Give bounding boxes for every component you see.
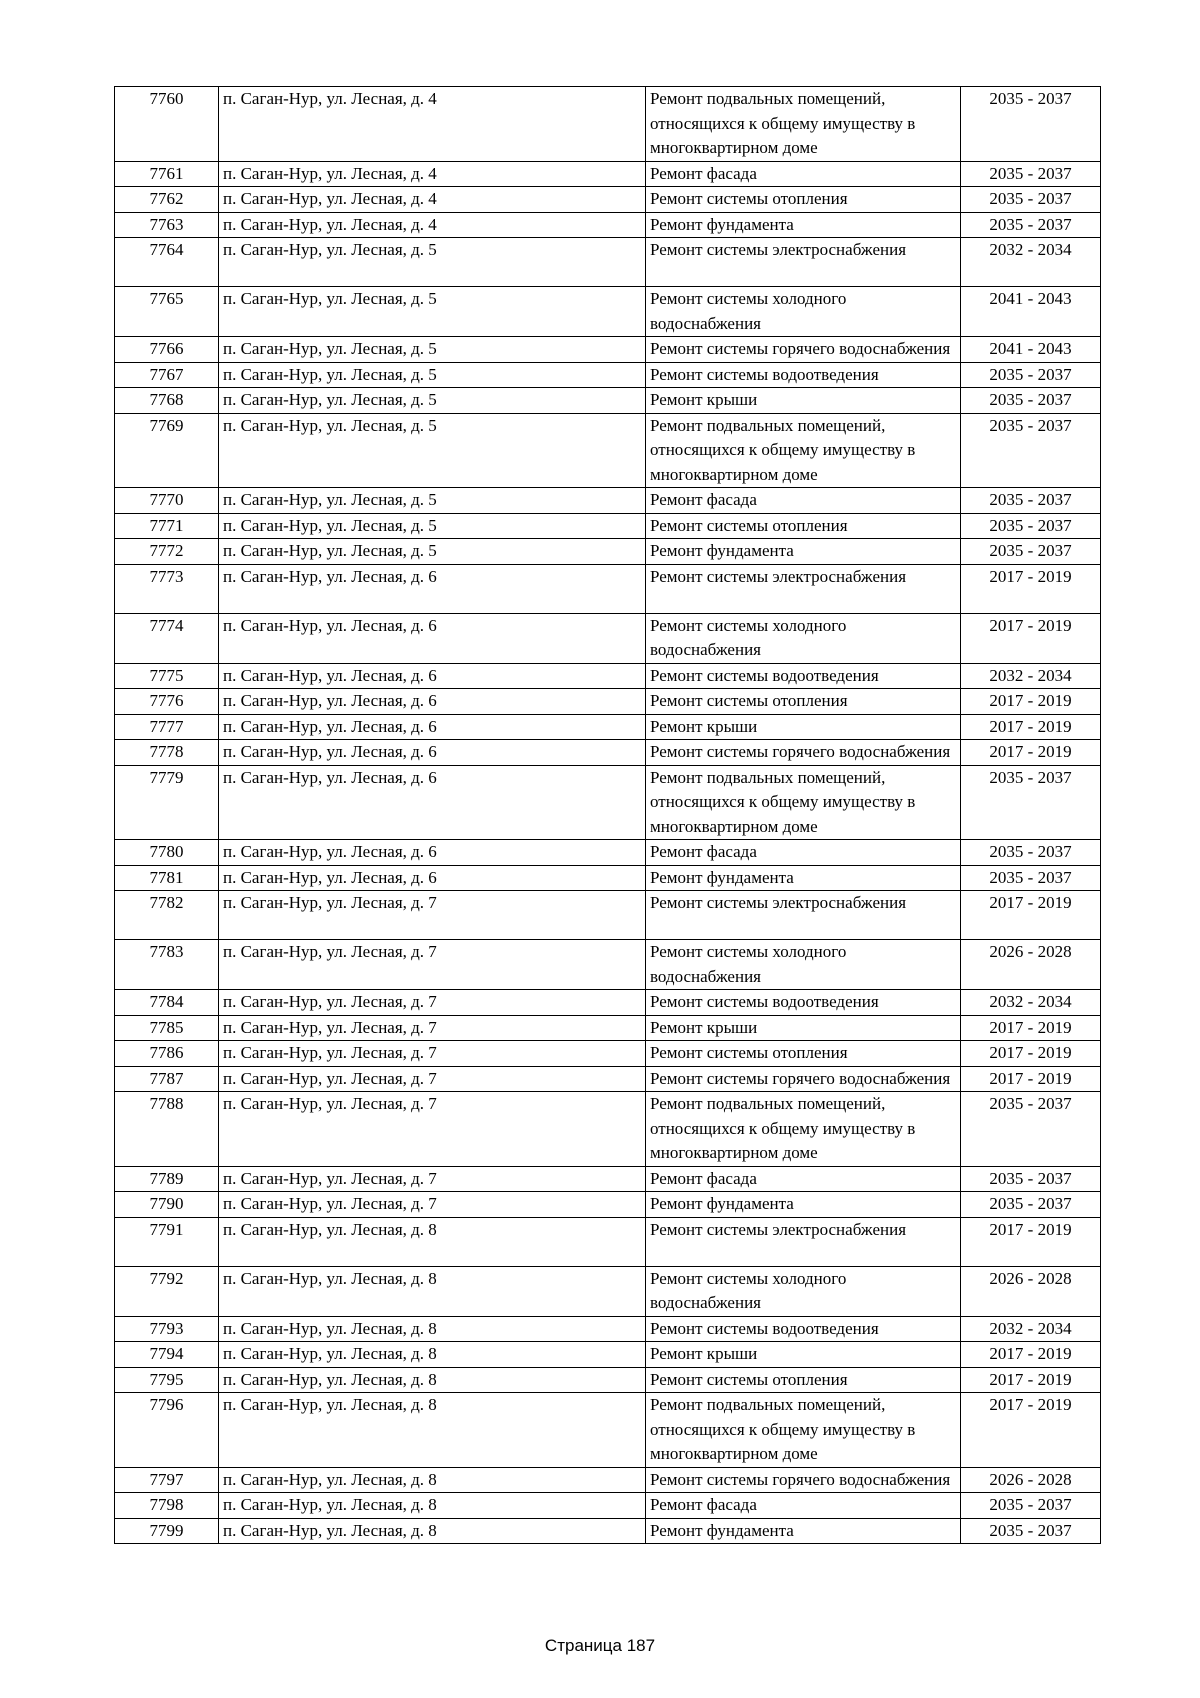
- work-type-cell: Ремонт системы холодного водоснабжения: [646, 613, 961, 663]
- address-cell: п. Саган-Нур, ул. Лесная, д. 8: [219, 1493, 646, 1519]
- table-row: [115, 1192, 1101, 1218]
- period-cell: 2035 - 2037: [961, 865, 1101, 891]
- period-cell: 2035 - 2037: [961, 413, 1101, 488]
- table-row: [115, 663, 1101, 689]
- table-row: [115, 413, 1101, 488]
- period-cell: 2017 - 2019: [961, 1393, 1101, 1468]
- work-type-cell: Ремонт системы горячего водоснабжения: [646, 1467, 961, 1493]
- address-cell: п. Саган-Нур, ул. Лесная, д. 5: [219, 413, 646, 488]
- period-cell: 2035 - 2037: [961, 187, 1101, 213]
- table-row: [115, 1342, 1101, 1368]
- table-row: [115, 1518, 1101, 1544]
- period-cell: 2026 - 2028: [961, 1467, 1101, 1493]
- period-cell: 2035 - 2037: [961, 765, 1101, 840]
- row-number-cell: 7760: [115, 87, 219, 162]
- address-cell: п. Саган-Нур, ул. Лесная, д. 7: [219, 891, 646, 940]
- work-type-cell: Ремонт фундамента: [646, 865, 961, 891]
- row-number-cell: 7764: [115, 238, 219, 287]
- period-cell: 2017 - 2019: [961, 740, 1101, 766]
- table-row: [115, 1493, 1101, 1519]
- period-cell: 2035 - 2037: [961, 87, 1101, 162]
- address-cell: п. Саган-Нур, ул. Лесная, д. 7: [219, 1192, 646, 1218]
- work-type-cell: Ремонт системы электроснабжения: [646, 564, 961, 613]
- table-row: [115, 513, 1101, 539]
- table-row: [115, 187, 1101, 213]
- row-number-cell: 7785: [115, 1015, 219, 1041]
- address-cell: п. Саган-Нур, ул. Лесная, д. 6: [219, 714, 646, 740]
- work-type-cell: Ремонт системы водоотведения: [646, 990, 961, 1016]
- row-number-cell: 7769: [115, 413, 219, 488]
- period-cell: 2026 - 2028: [961, 940, 1101, 990]
- row-number-cell: 7795: [115, 1367, 219, 1393]
- work-type-cell: Ремонт крыши: [646, 388, 961, 414]
- address-cell: п. Саган-Нур, ул. Лесная, д. 8: [219, 1367, 646, 1393]
- work-type-cell: Ремонт фасада: [646, 1493, 961, 1519]
- table-row: [115, 388, 1101, 414]
- work-type-cell: Ремонт системы электроснабжения: [646, 1217, 961, 1266]
- period-cell: 2026 - 2028: [961, 1266, 1101, 1316]
- row-number-cell: 7788: [115, 1092, 219, 1167]
- address-cell: п. Саган-Нур, ул. Лесная, д. 4: [219, 212, 646, 238]
- address-cell: п. Саган-Нур, ул. Лесная, д. 6: [219, 865, 646, 891]
- address-cell: п. Саган-Нур, ул. Лесная, д. 4: [219, 87, 646, 162]
- work-type-cell: Ремонт системы отопления: [646, 187, 961, 213]
- row-number-cell: 7798: [115, 1493, 219, 1519]
- period-cell: 2017 - 2019: [961, 1066, 1101, 1092]
- table-row: [115, 1316, 1101, 1342]
- work-type-cell: Ремонт подвальных помещений, относящихся к общему имуществу в многоквартирном доме: [646, 87, 961, 162]
- row-number-cell: 7765: [115, 287, 219, 337]
- table-row: [115, 1015, 1101, 1041]
- work-type-cell: Ремонт системы отопления: [646, 513, 961, 539]
- repair-schedule-table: [114, 86, 1101, 1544]
- row-number-cell: 7776: [115, 689, 219, 715]
- address-cell: п. Саган-Нур, ул. Лесная, д. 8: [219, 1518, 646, 1544]
- table-row: [115, 714, 1101, 740]
- period-cell: 2032 - 2034: [961, 238, 1101, 287]
- period-cell: 2035 - 2037: [961, 1518, 1101, 1544]
- work-type-cell: Ремонт системы электроснабжения: [646, 238, 961, 287]
- period-cell: 2035 - 2037: [961, 388, 1101, 414]
- period-cell: 2035 - 2037: [961, 1166, 1101, 1192]
- table-row: [115, 1393, 1101, 1468]
- period-cell: 2017 - 2019: [961, 1342, 1101, 1368]
- address-cell: п. Саган-Нур, ул. Лесная, д. 5: [219, 337, 646, 363]
- table-row: [115, 840, 1101, 866]
- period-cell: 2017 - 2019: [961, 1217, 1101, 1266]
- work-type-cell: Ремонт фасада: [646, 1166, 961, 1192]
- work-type-cell: Ремонт системы отопления: [646, 1367, 961, 1393]
- address-cell: п. Саган-Нур, ул. Лесная, д. 5: [219, 388, 646, 414]
- address-cell: п. Саган-Нур, ул. Лесная, д. 6: [219, 663, 646, 689]
- period-cell: 2017 - 2019: [961, 891, 1101, 940]
- table-row: [115, 689, 1101, 715]
- row-number-cell: 7790: [115, 1192, 219, 1218]
- table-row: [115, 362, 1101, 388]
- address-cell: п. Саган-Нур, ул. Лесная, д. 7: [219, 1066, 646, 1092]
- period-cell: 2032 - 2034: [961, 663, 1101, 689]
- address-cell: п. Саган-Нур, ул. Лесная, д. 6: [219, 564, 646, 613]
- row-number-cell: 7793: [115, 1316, 219, 1342]
- work-type-cell: Ремонт системы холодного водоснабжения: [646, 940, 961, 990]
- row-number-cell: 7767: [115, 362, 219, 388]
- row-number-cell: 7777: [115, 714, 219, 740]
- period-cell: 2035 - 2037: [961, 1192, 1101, 1218]
- table-row: [115, 1367, 1101, 1393]
- address-cell: п. Саган-Нур, ул. Лесная, д. 8: [219, 1467, 646, 1493]
- row-number-cell: 7771: [115, 513, 219, 539]
- work-type-cell: Ремонт крыши: [646, 1015, 961, 1041]
- table-row: [115, 539, 1101, 565]
- table-row: [115, 1467, 1101, 1493]
- table-row: [115, 161, 1101, 187]
- address-cell: п. Саган-Нур, ул. Лесная, д. 7: [219, 1015, 646, 1041]
- table-row: [115, 990, 1101, 1016]
- row-number-cell: 7780: [115, 840, 219, 866]
- period-cell: 2017 - 2019: [961, 1015, 1101, 1041]
- row-number-cell: 7791: [115, 1217, 219, 1266]
- address-cell: п. Саган-Нур, ул. Лесная, д. 8: [219, 1393, 646, 1468]
- page-number: Страница 187: [544, 1636, 656, 1655]
- row-number-cell: 7783: [115, 940, 219, 990]
- period-cell: 2017 - 2019: [961, 613, 1101, 663]
- table-row: [115, 1041, 1101, 1067]
- row-number-cell: 7773: [115, 564, 219, 613]
- row-number-cell: 7761: [115, 161, 219, 187]
- row-number-cell: 7796: [115, 1393, 219, 1468]
- table-row: [115, 1266, 1101, 1316]
- period-cell: 2035 - 2037: [961, 1092, 1101, 1167]
- work-type-cell: Ремонт системы горячего водоснабжения: [646, 1066, 961, 1092]
- work-type-cell: Ремонт крыши: [646, 1342, 961, 1368]
- table-row: [115, 940, 1101, 990]
- address-cell: п. Саган-Нур, ул. Лесная, д. 7: [219, 1041, 646, 1067]
- row-number-cell: 7782: [115, 891, 219, 940]
- table-row: [115, 1092, 1101, 1167]
- work-type-cell: Ремонт системы холодного водоснабжения: [646, 1266, 961, 1316]
- period-cell: 2035 - 2037: [961, 513, 1101, 539]
- period-cell: 2035 - 2037: [961, 1493, 1101, 1519]
- table-row: [115, 1066, 1101, 1092]
- work-type-cell: Ремонт системы водоотведения: [646, 1316, 961, 1342]
- row-number-cell: 7775: [115, 663, 219, 689]
- period-cell: 2035 - 2037: [961, 840, 1101, 866]
- row-number-cell: 7786: [115, 1041, 219, 1067]
- address-cell: п. Саган-Нур, ул. Лесная, д. 5: [219, 362, 646, 388]
- period-cell: 2017 - 2019: [961, 1041, 1101, 1067]
- work-type-cell: Ремонт системы водоотведения: [646, 362, 961, 388]
- address-cell: п. Саган-Нур, ул. Лесная, д. 7: [219, 940, 646, 990]
- table-row: [115, 287, 1101, 337]
- table-row: [115, 613, 1101, 663]
- work-type-cell: Ремонт системы холодного водоснабжения: [646, 287, 961, 337]
- period-cell: 2017 - 2019: [961, 1367, 1101, 1393]
- table-row: [115, 740, 1101, 766]
- table-row: [115, 337, 1101, 363]
- work-type-cell: Ремонт фундамента: [646, 212, 961, 238]
- period-cell: 2017 - 2019: [961, 689, 1101, 715]
- row-number-cell: 7778: [115, 740, 219, 766]
- period-cell: 2017 - 2019: [961, 564, 1101, 613]
- address-cell: п. Саган-Нур, ул. Лесная, д. 8: [219, 1316, 646, 1342]
- table-row: [115, 765, 1101, 840]
- period-cell: 2035 - 2037: [961, 362, 1101, 388]
- row-number-cell: 7794: [115, 1342, 219, 1368]
- row-number-cell: 7792: [115, 1266, 219, 1316]
- work-type-cell: Ремонт крыши: [646, 714, 961, 740]
- table-row: [115, 488, 1101, 514]
- work-type-cell: Ремонт системы отопления: [646, 1041, 961, 1067]
- row-number-cell: 7784: [115, 990, 219, 1016]
- row-number-cell: 7797: [115, 1467, 219, 1493]
- address-cell: п. Саган-Нур, ул. Лесная, д. 7: [219, 990, 646, 1016]
- row-number-cell: 7779: [115, 765, 219, 840]
- row-number-cell: 7774: [115, 613, 219, 663]
- work-type-cell: Ремонт фасада: [646, 161, 961, 187]
- row-number-cell: 7799: [115, 1518, 219, 1544]
- table-row: [115, 1166, 1101, 1192]
- work-type-cell: Ремонт системы отопления: [646, 689, 961, 715]
- row-number-cell: 7787: [115, 1066, 219, 1092]
- work-type-cell: Ремонт фасада: [646, 488, 961, 514]
- period-cell: 2041 - 2043: [961, 337, 1101, 363]
- address-cell: п. Саган-Нур, ул. Лесная, д. 4: [219, 187, 646, 213]
- table-row: [115, 1217, 1101, 1266]
- address-cell: п. Саган-Нур, ул. Лесная, д. 8: [219, 1217, 646, 1266]
- table-row: [115, 564, 1101, 613]
- address-cell: п. Саган-Нур, ул. Лесная, д. 7: [219, 1092, 646, 1167]
- work-type-cell: Ремонт подвальных помещений, относящихся к общему имуществу в многоквартирном доме: [646, 765, 961, 840]
- period-cell: 2041 - 2043: [961, 287, 1101, 337]
- address-cell: п. Саган-Нур, ул. Лесная, д. 5: [219, 238, 646, 287]
- work-type-cell: Ремонт системы горячего водоснабжения: [646, 740, 961, 766]
- period-cell: 2035 - 2037: [961, 488, 1101, 514]
- table-row: [115, 87, 1101, 162]
- work-type-cell: Ремонт системы водоотведения: [646, 663, 961, 689]
- period-cell: 2032 - 2034: [961, 990, 1101, 1016]
- work-type-cell: Ремонт фундамента: [646, 1518, 961, 1544]
- address-cell: п. Саган-Нур, ул. Лесная, д. 5: [219, 287, 646, 337]
- period-cell: 2035 - 2037: [961, 539, 1101, 565]
- table-row: [115, 891, 1101, 940]
- address-cell: п. Саган-Нур, ул. Лесная, д. 4: [219, 161, 646, 187]
- row-number-cell: 7766: [115, 337, 219, 363]
- work-type-cell: Ремонт системы горячего водоснабжения: [646, 337, 961, 363]
- period-cell: 2035 - 2037: [961, 161, 1101, 187]
- work-type-cell: Ремонт фасада: [646, 840, 961, 866]
- address-cell: п. Саган-Нур, ул. Лесная, д. 5: [219, 539, 646, 565]
- work-type-cell: Ремонт фундамента: [646, 1192, 961, 1218]
- table-row: [115, 238, 1101, 287]
- row-number-cell: 7772: [115, 539, 219, 565]
- address-cell: п. Саган-Нур, ул. Лесная, д. 8: [219, 1266, 646, 1316]
- address-cell: п. Саган-Нур, ул. Лесная, д. 6: [219, 765, 646, 840]
- work-type-cell: Ремонт подвальных помещений, относящихся к общему имуществу в многоквартирном доме: [646, 413, 961, 488]
- table-body: [115, 87, 1101, 1544]
- row-number-cell: 7770: [115, 488, 219, 514]
- address-cell: п. Саган-Нур, ул. Лесная, д. 7: [219, 1166, 646, 1192]
- row-number-cell: 7762: [115, 187, 219, 213]
- period-cell: 2017 - 2019: [961, 714, 1101, 740]
- row-number-cell: 7763: [115, 212, 219, 238]
- work-type-cell: Ремонт подвальных помещений, относящихся к общему имуществу в многоквартирном доме: [646, 1092, 961, 1167]
- address-cell: п. Саган-Нур, ул. Лесная, д. 6: [219, 740, 646, 766]
- row-number-cell: 7768: [115, 388, 219, 414]
- row-number-cell: 7789: [115, 1166, 219, 1192]
- address-cell: п. Саган-Нур, ул. Лесная, д. 6: [219, 840, 646, 866]
- address-cell: п. Саган-Нур, ул. Лесная, д. 5: [219, 488, 646, 514]
- table-row: [115, 212, 1101, 238]
- period-cell: 2035 - 2037: [961, 212, 1101, 238]
- address-cell: п. Саган-Нур, ул. Лесная, д. 6: [219, 689, 646, 715]
- work-type-cell: Ремонт системы электроснабжения: [646, 891, 961, 940]
- address-cell: п. Саган-Нур, ул. Лесная, д. 6: [219, 613, 646, 663]
- work-type-cell: Ремонт подвальных помещений, относящихся к общему имуществу в многоквартирном доме: [646, 1393, 961, 1468]
- row-number-cell: 7781: [115, 865, 219, 891]
- period-cell: 2032 - 2034: [961, 1316, 1101, 1342]
- table-row: [115, 865, 1101, 891]
- address-cell: п. Саган-Нур, ул. Лесная, д. 5: [219, 513, 646, 539]
- work-type-cell: Ремонт фундамента: [646, 539, 961, 565]
- address-cell: п. Саган-Нур, ул. Лесная, д. 8: [219, 1342, 646, 1368]
